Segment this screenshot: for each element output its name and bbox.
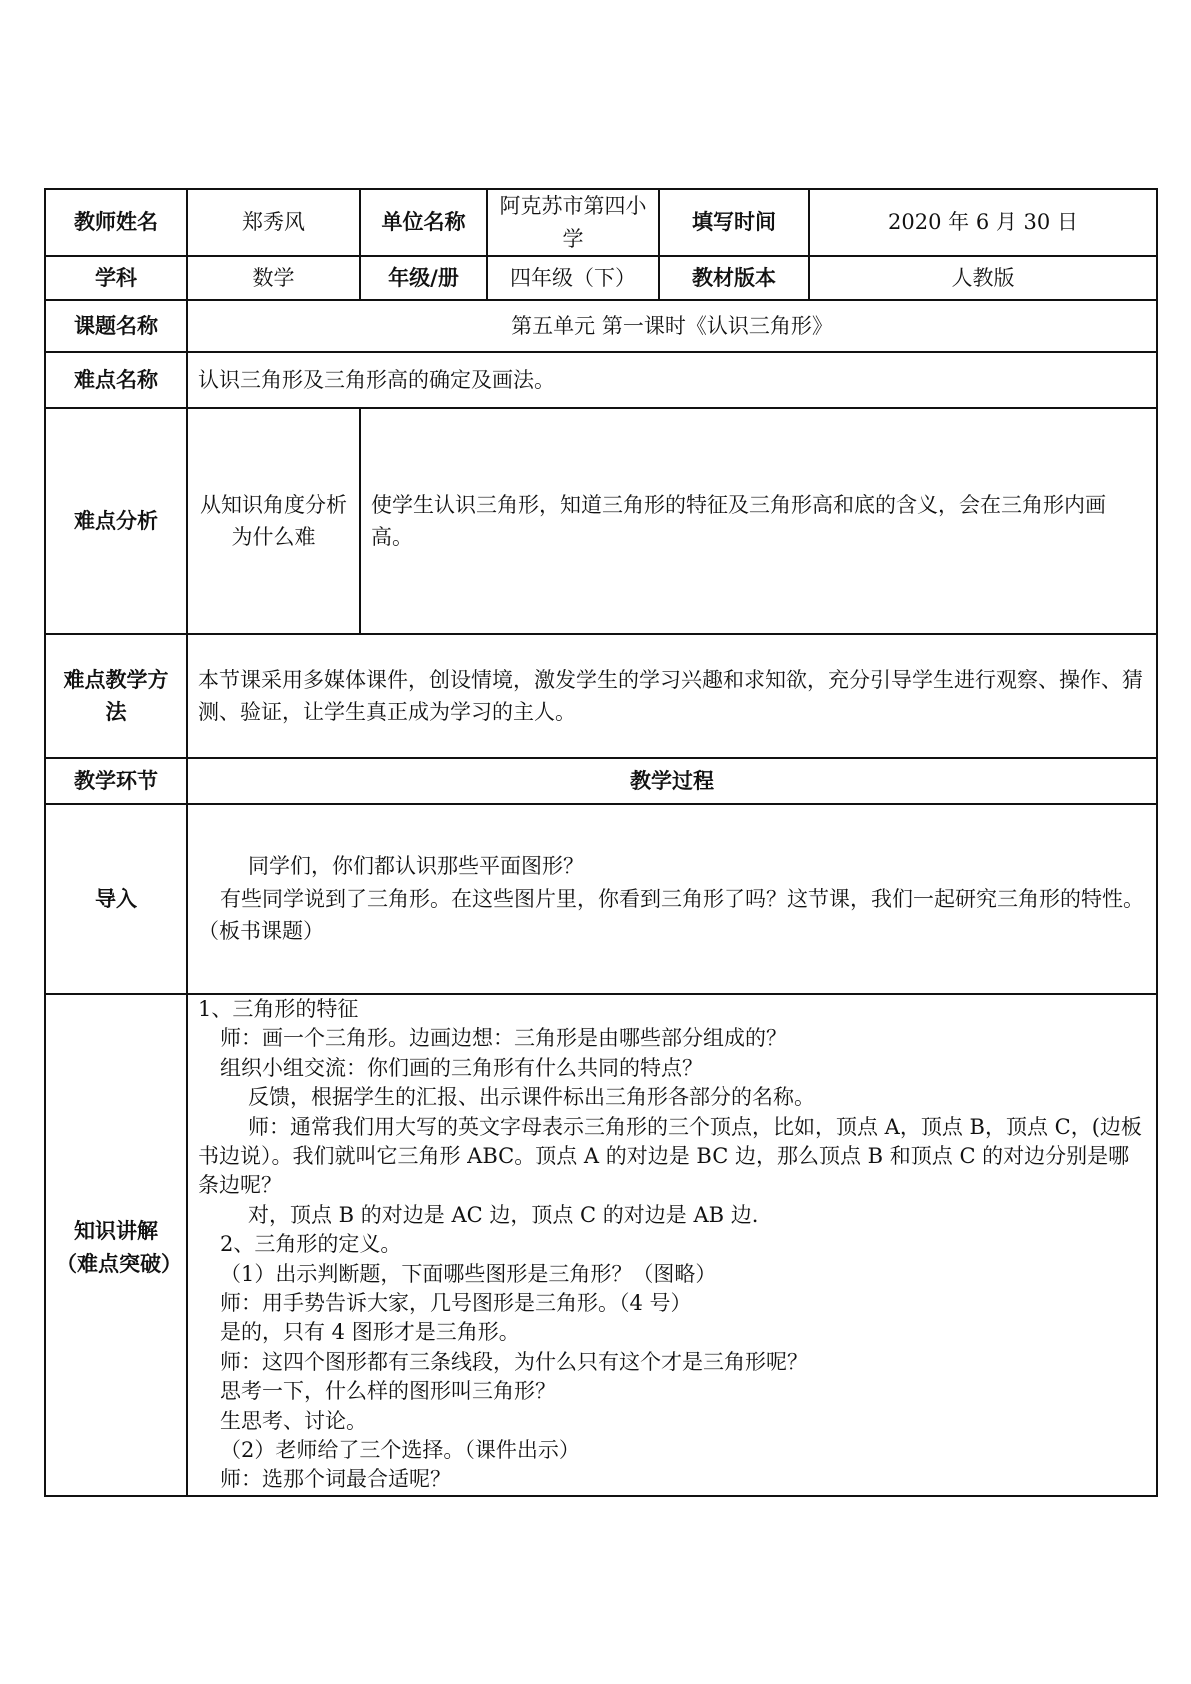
method-value: 本节课采用多媒体课件，创设情境，激发学生的学习兴趣和求知欲，充分引导学生进行观察、操作、猜测、验证，让学生真正成为学习的主人。: [187, 634, 1157, 758]
method-label: 难点教学方法: [45, 634, 187, 758]
grade-value: 四年级（下）: [487, 256, 659, 300]
lecture-line: 是的，只有 4 图形才是三角形。: [220, 1320, 520, 1345]
lecture-label-line-1: 知识讲解: [74, 1219, 158, 1244]
lecture-label-line-2: （难点突破）: [56, 1251, 182, 1276]
unit-value: 阿克苏市第四小学: [487, 189, 659, 256]
lesson-plan-table: [44, 188, 1158, 1497]
intro-label: 导入: [45, 804, 187, 994]
date-value: 2020 年 6 月 30 日: [809, 189, 1157, 256]
edition-value: 人教版: [809, 256, 1157, 300]
subject-value: 数学: [187, 256, 360, 300]
intro-content: [187, 804, 1157, 994]
lecture-line: 师：画一个三角形。边画边想：三角形是由哪些部分组成的？: [220, 1026, 787, 1051]
lesson-plan-sheet: [44, 188, 1156, 1497]
lecture-line: 反馈，根据学生的汇报、出示课件标出三角形各部分的名称。: [248, 1085, 815, 1110]
analysis-row: [45, 408, 1157, 634]
header-row-1: [45, 189, 1157, 256]
process-header-row: [45, 758, 1157, 804]
lecture-line: 1、三角形的特征: [198, 997, 359, 1022]
lecture-row: [45, 994, 1157, 1496]
lecture-line: 师：选那个词最合适呢？: [220, 1467, 451, 1492]
difficulty-row: [45, 352, 1157, 408]
difficulty-value: 认识三角形及三角形高的确定及画法。: [187, 352, 1157, 408]
teacher-name-label: 教师姓名: [45, 189, 187, 256]
lecture-line: （2）老师给了三个选择。（课件出示）: [220, 1437, 580, 1462]
lecture-line: 师：用手势告诉大家，几号图形是三角形。（4 号）: [220, 1291, 692, 1315]
intro-line: 同学们，你们都认识那些平面图形？: [248, 854, 584, 879]
intro-row: [45, 804, 1157, 994]
date-label: 填写时间: [659, 189, 809, 256]
lecture-line: 师：这四个图形都有三条线段，为什么只有这个才是三角形呢？: [220, 1349, 808, 1374]
edition-label: 教材版本: [659, 256, 809, 300]
topic-row: [45, 300, 1157, 352]
lecture-line: 思考一下，什么样的图形叫三角形？: [220, 1379, 556, 1404]
lecture-line: 对，顶点 B 的对边是 AC 边，顶点 C 的对边是 AB 边.: [248, 1202, 759, 1227]
teacher-name-value: 郑秀风: [187, 189, 360, 256]
lecture-label: [45, 994, 187, 1496]
difficulty-label: 难点名称: [45, 352, 187, 408]
method-row: [45, 634, 1157, 758]
process-stage-label: 教学环节: [45, 758, 187, 804]
header-row-2: [45, 256, 1157, 300]
lecture-line: 生思考、讨论。: [220, 1408, 367, 1433]
topic-label: 课题名称: [45, 300, 187, 352]
intro-line: 有些同学说到了三角形。在这些图片里，你看到三角形了吗？这节课，我们一起研究三角形的特性。（板书课题）: [198, 886, 1144, 944]
process-title: 教学过程: [187, 758, 1157, 804]
lecture-line: （1）出示判断题，下面哪些图形是三角形？（图略）: [220, 1261, 717, 1286]
lecture-line: 师：通常我们用大写的英文字母表示三角形的三个顶点，比如，顶点 A，顶点 B，顶点 C，(边板书边说）。我们就叫它三角形 ABC。顶点 A 的对边是 BC 边，那么顶点 B 和顶点 C 的对边分别是哪条边呢？: [198, 1114, 1142, 1198]
lecture-line: 2、三角形的定义。: [220, 1232, 402, 1257]
subject-label: 学科: [45, 256, 187, 300]
analysis-sub-label: 从知识角度分析为什么难: [187, 408, 360, 634]
analysis-label: 难点分析: [45, 408, 187, 634]
grade-label: 年级/册: [360, 256, 487, 300]
lecture-content: [187, 994, 1157, 1496]
topic-value: 第五单元 第一课时《认识三角形》: [187, 300, 1157, 352]
lecture-line: 组织小组交流：你们画的三角形有什么共同的特点？: [220, 1055, 703, 1080]
unit-label: 单位名称: [360, 189, 487, 256]
analysis-value: 使学生认识三角形，知道三角形的特征及三角形高和底的含义，会在三角形内画高。: [360, 408, 1157, 634]
